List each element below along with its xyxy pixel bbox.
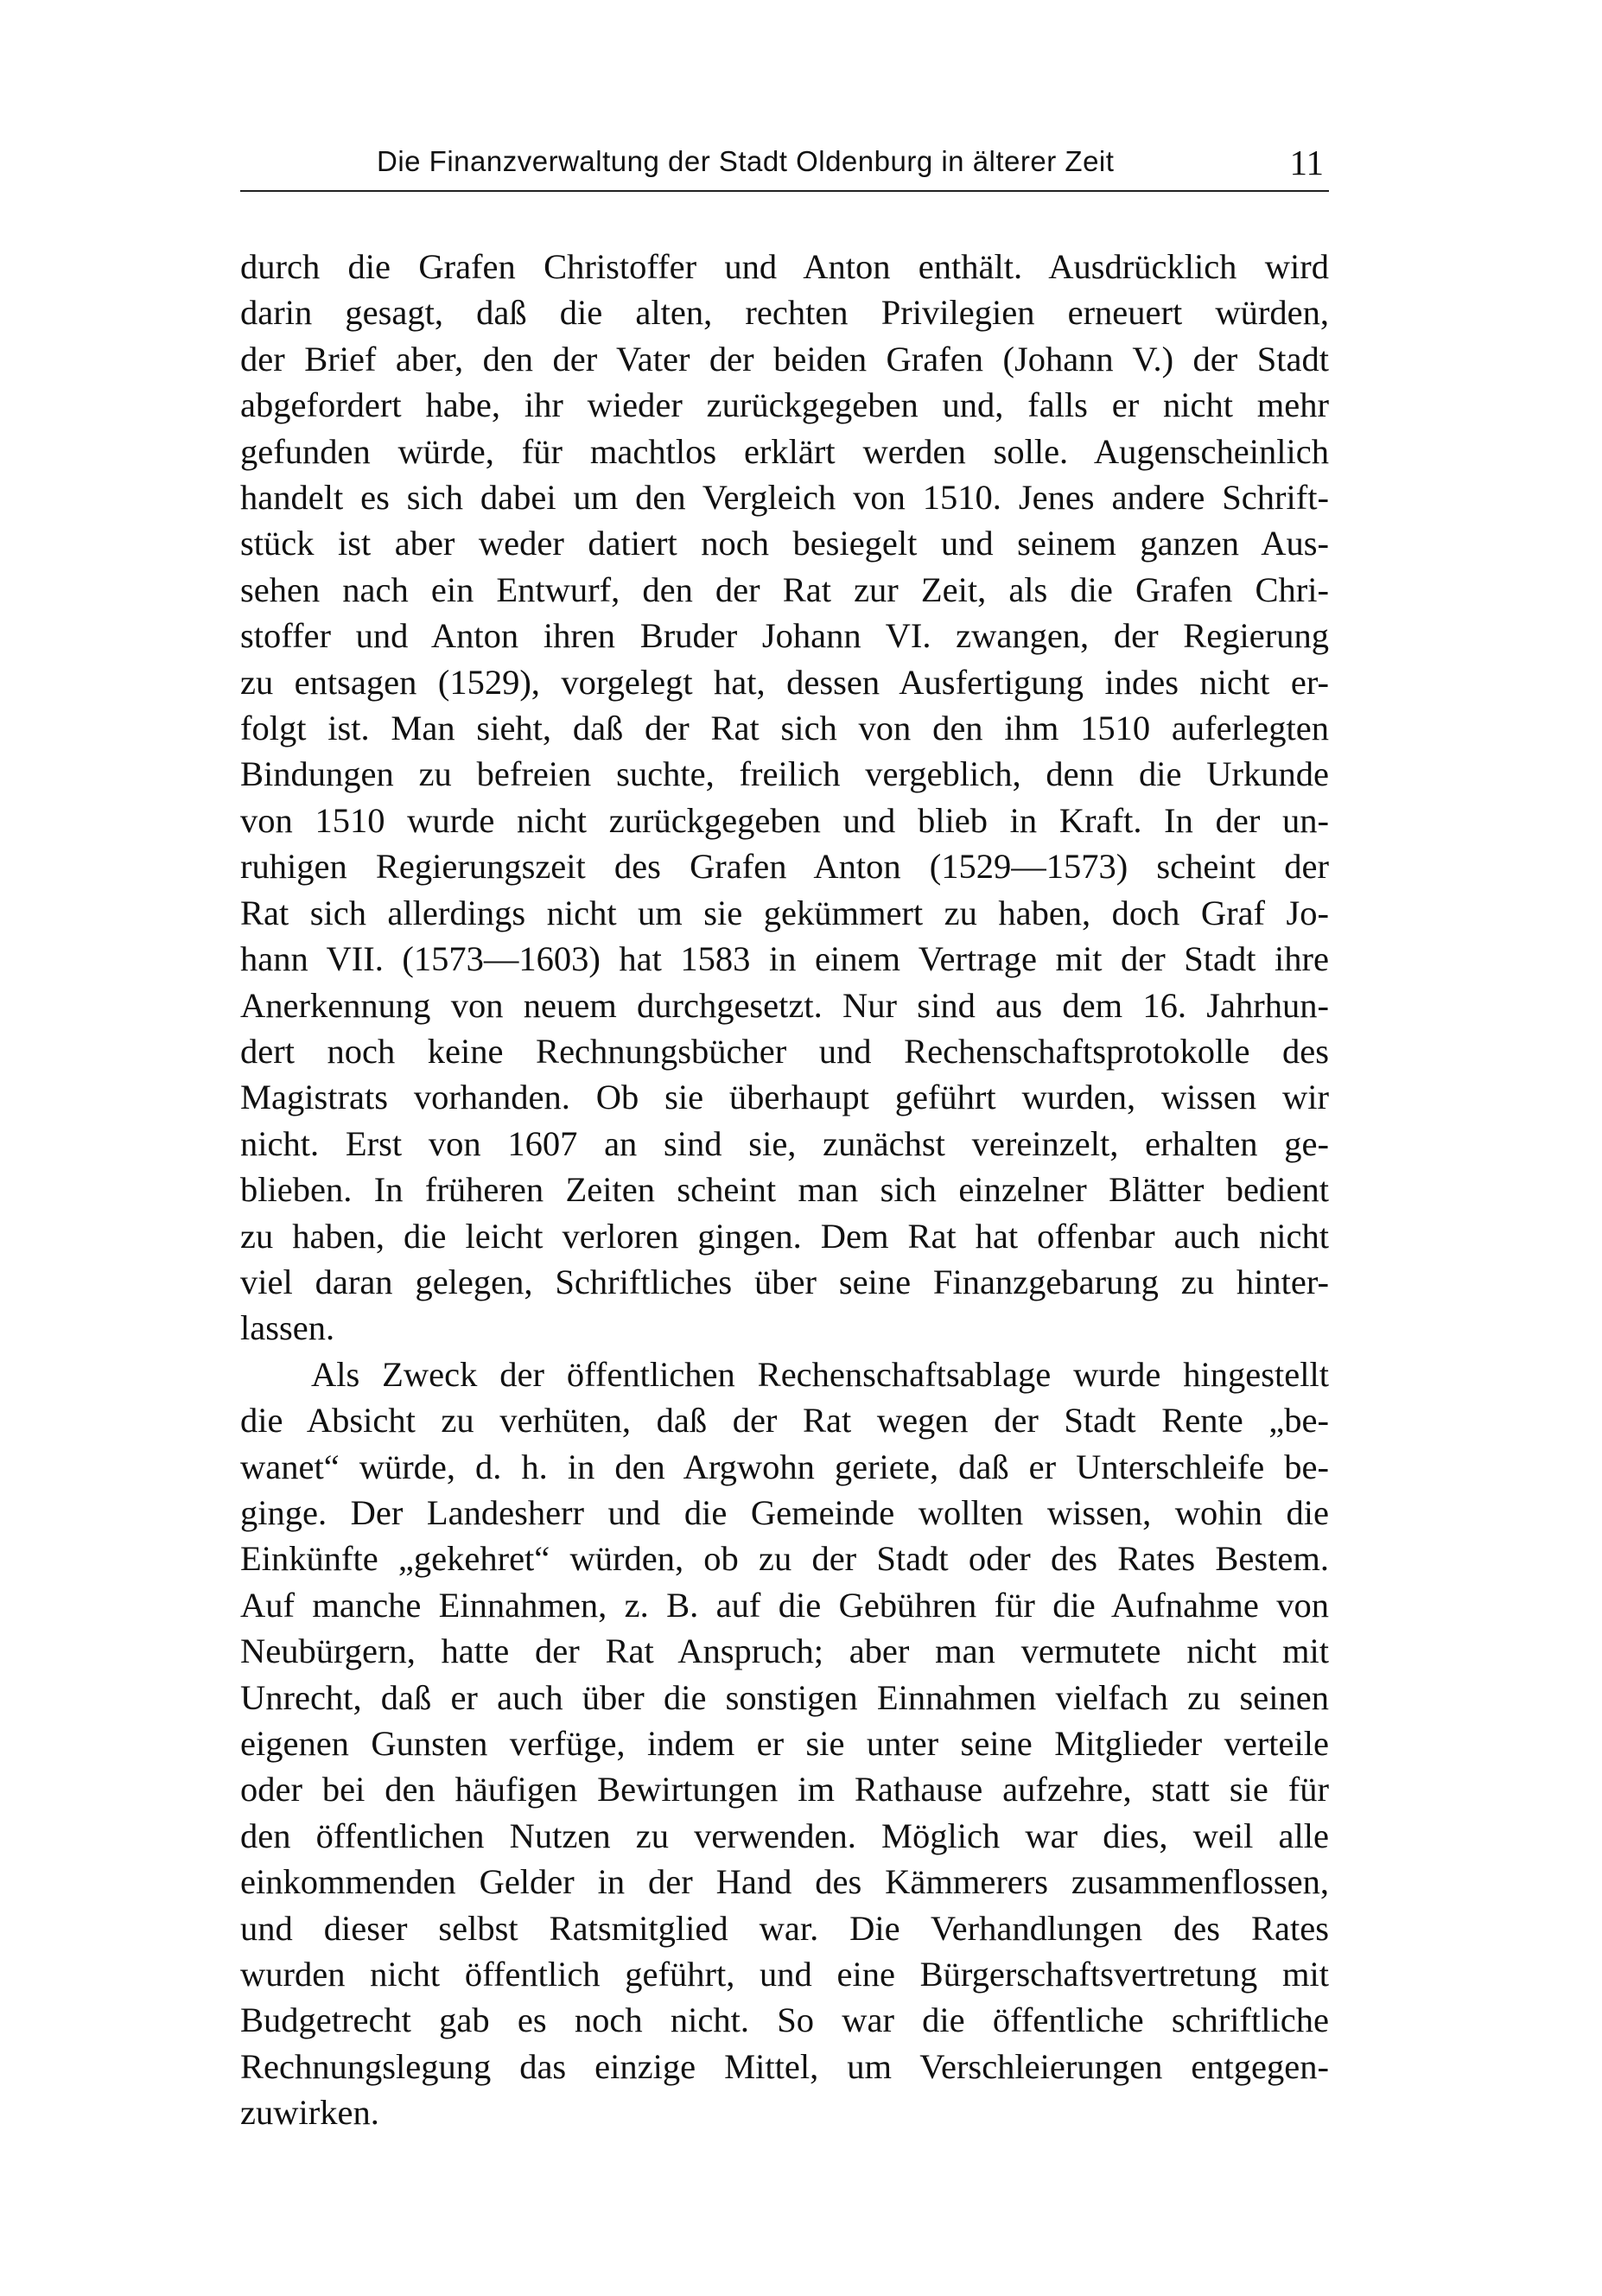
text-line: Neubürgern, hatte der Rat Anspruch; aber man vermutete nicht mit: [240, 1631, 1329, 1671]
running-head: [240, 138, 1329, 192]
text-line: der Brief aber, den der Vater der beiden Grafen (Johann V.) der Stadt: [240, 339, 1329, 378]
text-line: ginge. Der Landesherr und die Gemeinde wollten wissen, wohin die: [240, 1492, 1329, 1532]
text-line: gefunden würde, für machtlos erklärt werden solle. Augenscheinlich: [240, 431, 1329, 471]
body-text: [240, 244, 1329, 2136]
text-line: wanet“ würde, d. h. in den Argwohn geriete, daß er Unterschleife be-: [240, 1447, 1329, 1486]
text-line: den öffentlichen Nutzen zu verwenden. Möglich war dies, weil alle: [240, 1816, 1329, 1855]
text-line: Bindungen zu befreien suchte, freilich vergeblich, denn die Urkunde: [240, 754, 1329, 794]
text-line: Magistrats vorhanden. Ob sie überhaupt geführt wurden, wissen wir: [240, 1078, 1329, 1117]
text-line: sehen nach ein Entwurf, den der Rat zur Zeit, als die Grafen Chri-: [240, 569, 1329, 609]
text-line: folgt ist. Man sieht, daß der Rat sich von den ihm 1510 auferlegten: [240, 709, 1329, 748]
text-line: eigenen Gunsten verfüge, indem er sie unter seine Mitglieder verteile: [240, 1724, 1329, 1763]
text-line: Rat sich allerdings nicht um sie gekümmert zu haben, doch Graf Jo-: [240, 893, 1329, 932]
text-line: Anerkennung von neuem durchgesetzt. Nur sind aus dem 16. Jahrhun-: [240, 985, 1329, 1025]
text-line: handelt es sich dabei um den Vergleich von 1510. Jenes andere Schrift-: [240, 478, 1329, 518]
paragraph-1: [240, 244, 1329, 1352]
text-line: zuwirken.: [240, 2093, 379, 2133]
text-line: einkommenden Gelder in der Hand des Kämmerers zusammenflossen,: [240, 1862, 1329, 1902]
text-line: die Absicht zu verhüten, daß der Rat wegen der Stadt Rente „be-: [240, 1401, 1329, 1441]
text-line: abgefordert habe, ihr wieder zurückgegeben und, falls er nicht mehr: [240, 385, 1329, 425]
text-line: Unrecht, daß er auch über die sonstigen Einnahmen vielfach zu seinen: [240, 1677, 1329, 1717]
text-line: Einkünfte „gekehret“ würden, ob zu der Stadt oder des Rates Bestem.: [240, 1539, 1329, 1579]
book-page: [240, 138, 1329, 2136]
text-line: Budgetrecht gab es noch nicht. So war die öffentliche schriftliche: [240, 2000, 1329, 2040]
text-line: hann VII. (1573—1603) hat 1583 in einem Vertrage mit der Stadt ihre: [240, 939, 1329, 979]
text-line: stoffer und Anton ihren Bruder Johann VI. zwangen, der Regierung: [240, 616, 1329, 656]
text-line: lassen.: [240, 1308, 335, 1348]
text-line: und dieser selbst Ratsmitglied war. Die Verhandlungen des Rates: [240, 1908, 1329, 1948]
text-line: von 1510 wurde nicht zurückgegeben und blieb in Kraft. In der un-: [240, 800, 1329, 840]
text-line: Rechnungslegung das einzige Mittel, um Verschleierungen entgegen-: [240, 2046, 1329, 2086]
page-number: 11: [1289, 143, 1324, 182]
text-line: zu haben, die leicht verloren gingen. Dem Rat hat offenbar auch nicht: [240, 1216, 1329, 1256]
text-line: ruhigen Regierungszeit des Grafen Anton (1529—1573) scheint der: [240, 847, 1329, 887]
text-line: nicht. Erst von 1607 an sind sie, zunächst vereinzelt, erhalten ge-: [240, 1123, 1329, 1163]
text-line: zu entsagen (1529), vorgelegt hat, dessen Ausfertigung indes nicht er-: [240, 662, 1329, 702]
running-title: Die Finanzverwaltung der Stadt Oldenburg in älterer Zeit: [377, 145, 1115, 177]
paragraph-2: [240, 1352, 1329, 2136]
text-line: darin gesagt, daß die alten, rechten Privilegien erneuert würden,: [240, 293, 1329, 333]
text-line: dert noch keine Rechnungsbücher und Rechenschaftsprotokolle des: [240, 1031, 1329, 1071]
text-line: stück ist aber weder datiert noch besiegelt und seinem ganzen Aus-: [240, 524, 1329, 563]
text-line: Als Zweck der öffentlichen Rechenschaftsablage wurde hingestellt: [311, 1354, 1329, 1394]
text-line: Auf manche Einnahmen, z. B. auf die Gebühren für die Aufnahme von: [240, 1585, 1329, 1625]
text-line: wurden nicht öffentlich geführt, und eine Bürgerschaftsvertretung mit: [240, 1955, 1329, 1994]
text-line: blieben. In früheren Zeiten scheint man sich einzelner Blätter bedient: [240, 1170, 1329, 1210]
text-line: durch die Grafen Christoffer und Anton enthält. Ausdrücklich wird: [240, 247, 1329, 286]
text-line: oder bei den häufigen Bewirtungen im Rathause aufzehre, statt sie für: [240, 1770, 1329, 1809]
text-line: viel daran gelegen, Schriftliches über seine Finanzgebarung zu hinter-: [240, 1262, 1329, 1301]
